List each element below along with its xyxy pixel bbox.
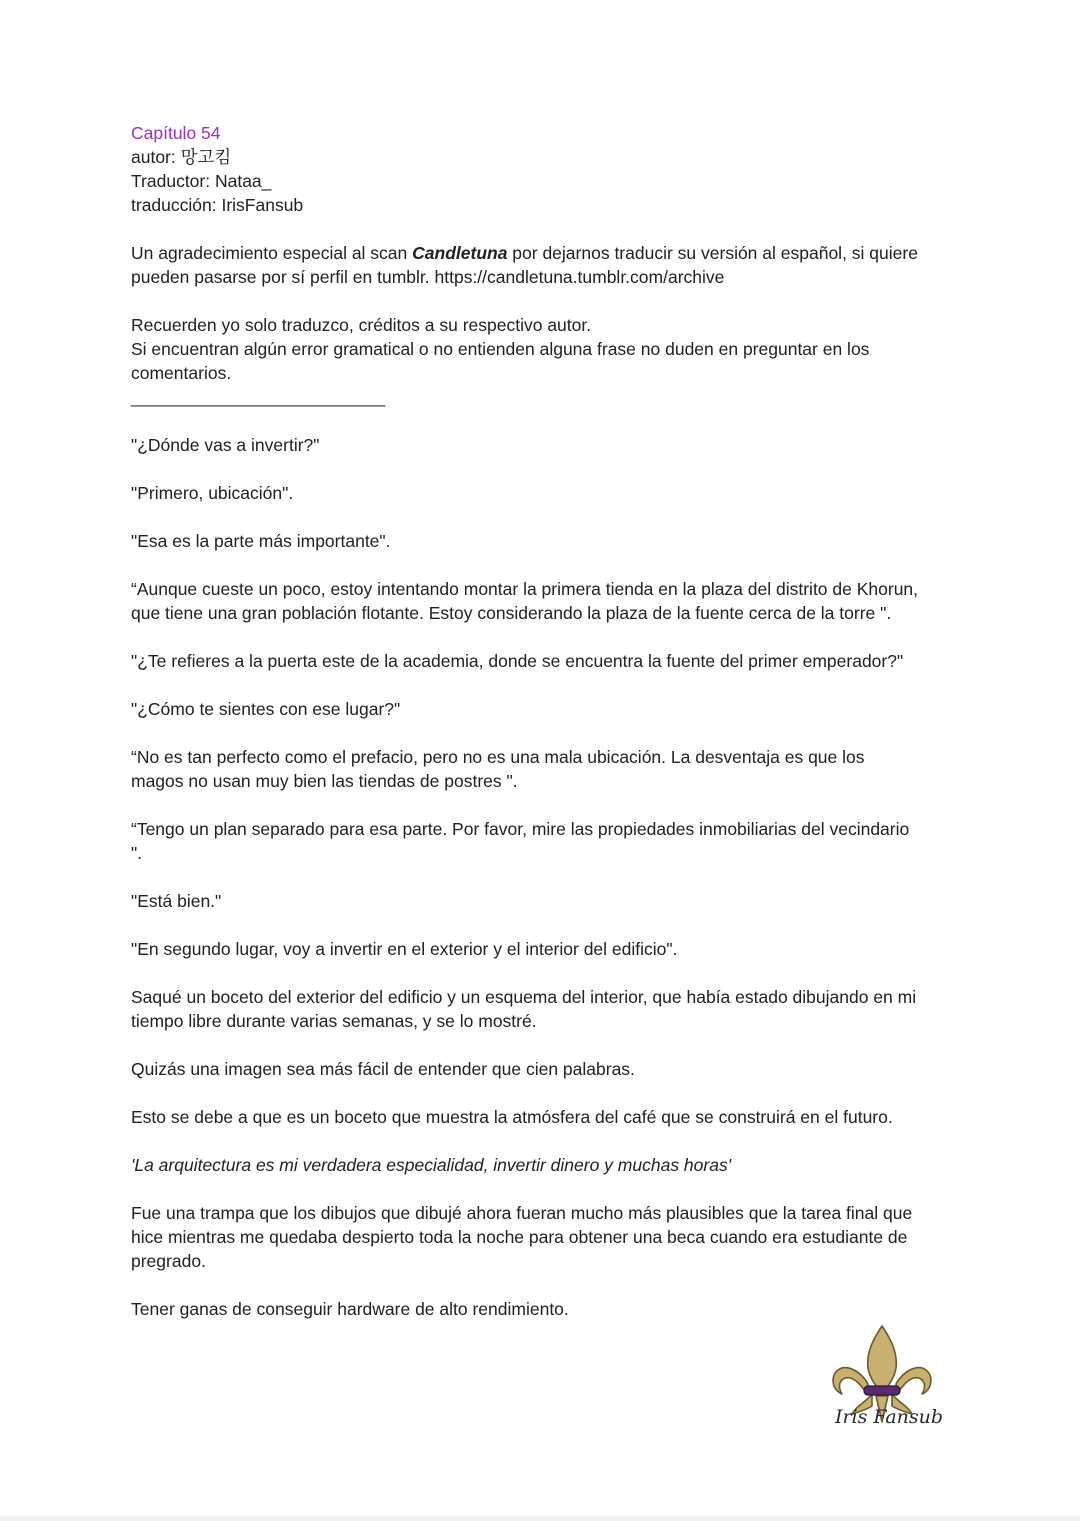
notes-line-1: Recuerden yo solo traduzco, créditos a su respectivo autor. — [131, 315, 592, 335]
story-paragraph — [131, 577, 961, 625]
story-line: "¿Dónde vas a invertir?" — [131, 435, 320, 455]
story-paragraph — [131, 433, 961, 457]
acknowledgement-line-2: pueden pasarse por sí perfil en tumblr. https://candletuna.tumblr.com/archive — [131, 267, 725, 287]
document-content — [131, 121, 961, 1345]
story-paragraph — [131, 1201, 961, 1273]
story-line: 'La arquitectura es mi verdadera especialidad, invertir dinero y muchas horas' — [131, 1155, 732, 1175]
story-line: "Esa es la parte más importante". — [131, 531, 391, 551]
story-line: magos no usan muy bien las tiendas de postres ". — [131, 771, 518, 791]
story-paragraph — [131, 817, 961, 865]
story-line: "Está bien." — [131, 891, 222, 911]
author-line: autor: 망고킴 — [131, 147, 232, 167]
story-line: "En segundo lugar, voy a invertir en el exterior y el interior del edificio". — [131, 939, 678, 959]
page-bottom-edge — [0, 1516, 1080, 1521]
translation-line: traducción: IrisFansub — [131, 195, 304, 215]
logo-text: Iris Fansub — [834, 1406, 944, 1428]
story-text — [131, 433, 961, 1321]
story-line: “Tengo un plan separado para esa parte. Por favor, mire las propiedades inmobiliarias del vecindario — [131, 819, 910, 839]
story-paragraph — [131, 1153, 961, 1177]
story-line: tiempo libre durante varias semanas, y se lo mostré. — [131, 1011, 537, 1031]
story-line: Fue una trampa que los dibujos que dibujé ahora fueran mucho más plausibles que la tarea final que — [131, 1203, 913, 1223]
story-paragraph — [131, 745, 961, 793]
separator-line: _____________________________ — [131, 387, 385, 407]
notes-line-2: Si encuentran algún error gramatical o no entienden alguna frase no duden en preguntar en los — [131, 339, 870, 359]
acknowledgement-line-1 — [131, 241, 961, 265]
story-line: que tiene una gran población flotante. Estoy considerando la plaza de la fuente cerca de la torre ". — [131, 603, 892, 623]
acknowledgement-paragraph — [131, 241, 961, 289]
story-line: Saqué un boceto del exterior del edificio y un esquema del interior, que había estado dibujando en mi — [131, 987, 917, 1007]
story-line: "Primero, ubicación". — [131, 483, 294, 503]
acknowledgement-after: por dejarnos traducir su versión al español, si quiere — [507, 243, 918, 263]
story-paragraph — [131, 1297, 961, 1321]
story-line: pregrado. — [131, 1251, 206, 1271]
story-line: Quizás una imagen sea más fácil de entender que cien palabras. — [131, 1059, 635, 1079]
story-paragraph — [131, 985, 961, 1033]
story-paragraph — [131, 649, 961, 673]
story-paragraph — [131, 1057, 961, 1081]
story-paragraph — [131, 481, 961, 505]
story-paragraph — [131, 889, 961, 913]
story-line: "¿Cómo te sientes con ese lugar?" — [131, 699, 401, 719]
acknowledgement-before: Un agradecimiento especial al scan — [131, 243, 413, 263]
notes-line-3: comentarios. — [131, 363, 232, 383]
story-paragraph — [131, 1105, 961, 1129]
story-line: "¿Te refieres a la puerta este de la academia, donde se encuentra la fuente del primer emperador?" — [131, 651, 904, 671]
notes-paragraph — [131, 313, 961, 385]
chapter-title: Capítulo 54 — [131, 123, 221, 143]
story-line: Tener ganas de conseguir hardware de alto rendimiento. — [131, 1299, 569, 1319]
translator-line: Traductor: Nataa_ — [131, 171, 272, 191]
story-line: ". — [131, 843, 143, 863]
story-line: hice mientras me quedaba despierto toda la noche para obtener una beca cuando era estudiante de — [131, 1227, 908, 1247]
story-paragraph — [131, 937, 961, 961]
story-line: “Aunque cueste un poco, estoy intentando montar la primera tienda en la plaza del distrito de Khorun, — [131, 579, 919, 599]
scan-name: Candletuna — [412, 243, 508, 263]
story-paragraph — [131, 529, 961, 553]
story-paragraph — [131, 697, 961, 721]
story-line: Esto se debe a que es un boceto que muestra la atmósfera del café que se construirá en el futuro. — [131, 1107, 893, 1127]
chapter-header — [131, 121, 961, 217]
story-line: “No es tan perfecto como el prefacio, pero no es una mala ubicación. La desventaja es que los — [131, 747, 865, 767]
